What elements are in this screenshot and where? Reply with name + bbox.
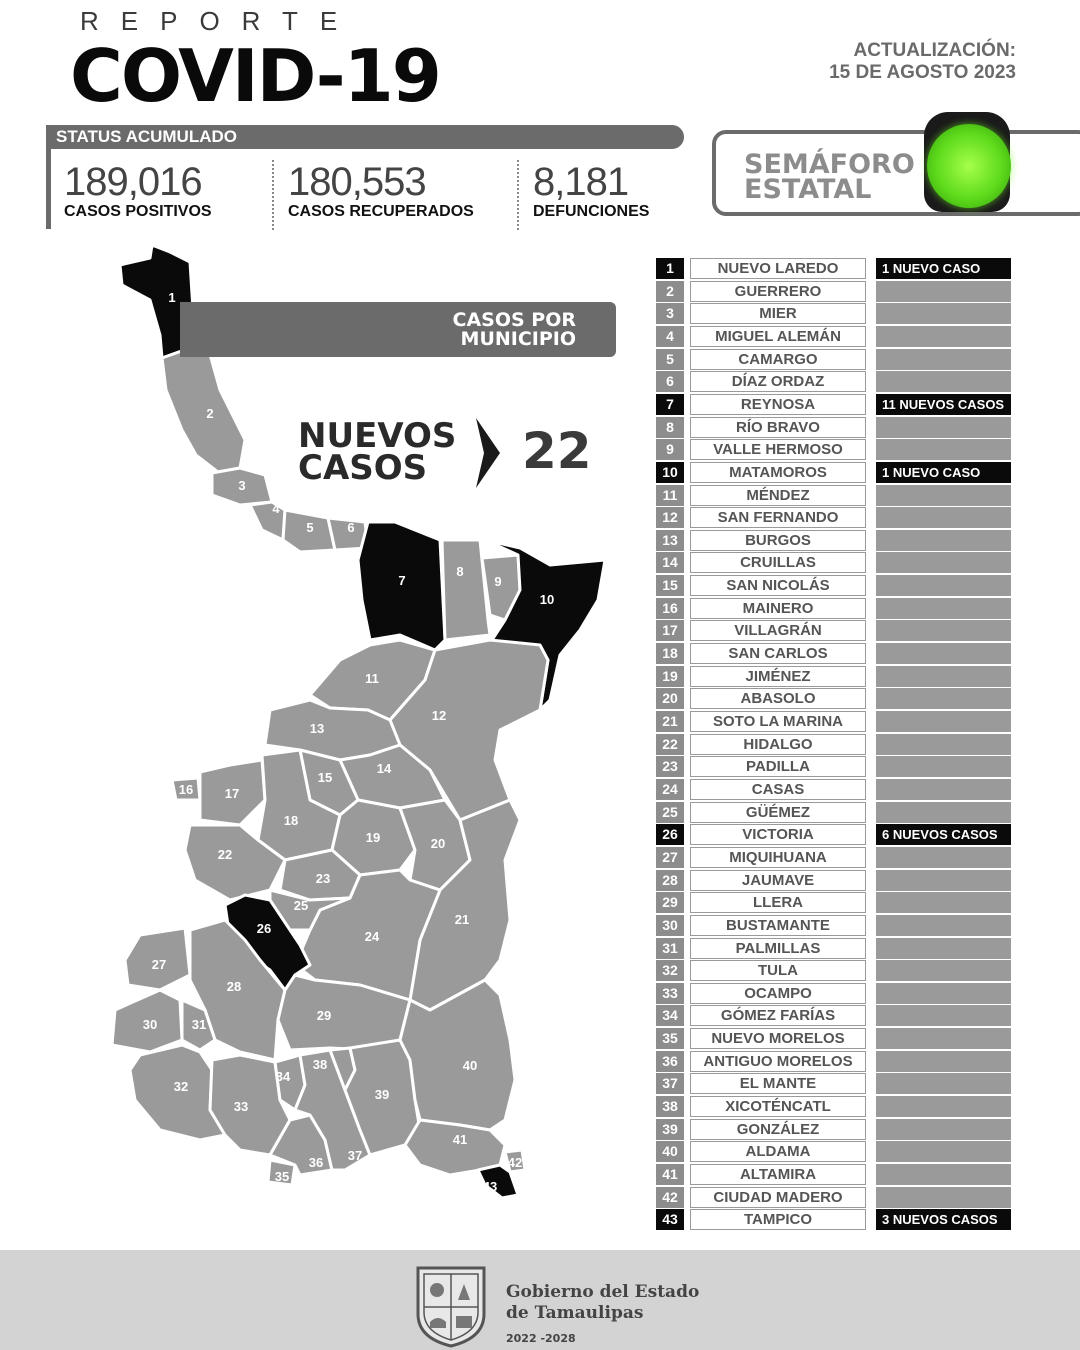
row-municipio-name: CIUDAD MADERO <box>690 1187 866 1208</box>
row-new-cases <box>876 575 1011 596</box>
row-new-cases <box>876 485 1011 506</box>
update-info <box>829 40 1016 84</box>
table-row[interactable] <box>656 1005 1016 1027</box>
stat-recuperados <box>288 160 474 221</box>
table-row[interactable] <box>656 462 1016 484</box>
table-row[interactable] <box>656 824 1016 846</box>
table-row[interactable] <box>656 575 1016 597</box>
row-number: 26 <box>656 824 684 845</box>
row-number: 28 <box>656 870 684 891</box>
table-row[interactable] <box>656 1051 1016 1073</box>
gov-logo-text <box>506 1282 699 1349</box>
row-municipio-name: MIGUEL ALEMÁN <box>690 326 866 347</box>
table-row[interactable] <box>656 711 1016 733</box>
row-new-cases <box>876 847 1011 868</box>
table-row[interactable] <box>656 688 1016 710</box>
update-label: ACTUALIZACIÓN: <box>853 40 1016 61</box>
traffic-light-green-icon <box>927 124 1011 208</box>
row-new-cases <box>876 439 1011 460</box>
row-municipio-name: DÍAZ ORDAZ <box>690 371 866 392</box>
semaforo-box <box>712 130 1080 216</box>
map-label-33: 33 <box>233 1099 249 1114</box>
gov-line2: de Tamaulipas <box>506 1303 644 1323</box>
map-label-9: 9 <box>494 574 502 589</box>
row-municipio-name: CRUILLAS <box>690 552 866 573</box>
row-new-cases <box>876 1028 1011 1049</box>
table-row[interactable] <box>656 258 1016 280</box>
row-new-cases: 11 NUEVOS CASOS <box>876 394 1011 415</box>
row-number: 15 <box>656 575 684 596</box>
map-label-43: 43 <box>482 1179 498 1194</box>
row-municipio-name: JAUMAVE <box>690 870 866 891</box>
stat-recuperados-label: CASOS RECUPERADOS <box>288 203 474 220</box>
map-label-32: 32 <box>173 1079 189 1094</box>
map-label-31: 31 <box>191 1017 207 1032</box>
table-row[interactable] <box>656 371 1016 393</box>
row-new-cases <box>876 620 1011 641</box>
row-municipio-name: VILLAGRÁN <box>690 620 866 641</box>
report-title: COVID-19 <box>70 34 440 118</box>
row-new-cases <box>876 870 1011 891</box>
map-label-17: 17 <box>224 786 240 801</box>
row-municipio-name: MAINERO <box>690 598 866 619</box>
row-number: 29 <box>656 892 684 913</box>
table-row[interactable] <box>656 666 1016 688</box>
map-label-1: 1 <box>168 290 176 305</box>
map-label-28: 28 <box>226 979 242 994</box>
table-row[interactable] <box>656 892 1016 914</box>
row-new-cases <box>876 1187 1011 1208</box>
row-number: 22 <box>656 734 684 755</box>
row-municipio-name: VALLE HERMOSO <box>690 439 866 460</box>
row-number: 1 <box>656 258 684 279</box>
semaforo-line2: ESTATAL <box>744 174 872 205</box>
row-new-cases <box>876 371 1011 392</box>
row-municipio-name: XICOTÉNCATL <box>690 1096 866 1117</box>
row-number: 42 <box>656 1187 684 1208</box>
row-number: 24 <box>656 779 684 800</box>
row-municipio-name: ANTIGUO MORELOS <box>690 1051 866 1072</box>
table-row[interactable] <box>656 281 1016 303</box>
row-new-cases: 3 NUEVOS CASOS <box>876 1209 1011 1230</box>
map-label-36: 36 <box>308 1155 324 1170</box>
row-new-cases: 1 NUEVO CASO <box>876 462 1011 483</box>
row-municipio-name: GÓMEZ FARÍAS <box>690 1005 866 1026</box>
row-municipio-name: SAN CARLOS <box>690 643 866 664</box>
table-row[interactable] <box>656 620 1016 642</box>
row-municipio-name: TAMPICO <box>690 1209 866 1230</box>
map-label-10: 10 <box>539 592 555 607</box>
row-new-cases <box>876 666 1011 687</box>
map-label-37: 37 <box>347 1148 363 1163</box>
row-new-cases <box>876 530 1011 551</box>
stat-divider <box>272 160 274 230</box>
table-row[interactable] <box>656 1141 1016 1163</box>
row-new-cases <box>876 1096 1011 1117</box>
row-new-cases <box>876 892 1011 913</box>
table-row[interactable] <box>656 439 1016 461</box>
row-municipio-name: SOTO LA MARINA <box>690 711 866 732</box>
row-new-cases <box>876 711 1011 732</box>
row-number: 40 <box>656 1141 684 1162</box>
banner-line1: CASOS POR <box>452 309 576 331</box>
row-number: 33 <box>656 983 684 1004</box>
table-row[interactable] <box>656 1028 1016 1050</box>
table-row[interactable] <box>656 915 1016 937</box>
row-new-cases <box>876 281 1011 302</box>
row-municipio-name: BUSTAMANTE <box>690 915 866 936</box>
table-row[interactable] <box>656 960 1016 982</box>
row-municipio-name: GUERRERO <box>690 281 866 302</box>
row-number: 12 <box>656 507 684 528</box>
row-municipio-name: TULA <box>690 960 866 981</box>
table-row[interactable] <box>656 349 1016 371</box>
row-municipio-name: ALTAMIRA <box>690 1164 866 1185</box>
row-new-cases <box>876 1119 1011 1140</box>
row-new-cases <box>876 983 1011 1004</box>
casos-por-municipio-banner <box>180 302 616 357</box>
row-municipio-name: MÉNDEZ <box>690 485 866 506</box>
row-new-cases: 6 NUEVOS CASOS <box>876 824 1011 845</box>
row-number: 32 <box>656 960 684 981</box>
row-municipio-name: SAN FERNANDO <box>690 507 866 528</box>
row-number: 21 <box>656 711 684 732</box>
row-new-cases <box>876 688 1011 709</box>
row-new-cases <box>876 1164 1011 1185</box>
map-label-5: 5 <box>306 520 314 535</box>
update-date: 15 DE AGOSTO 2023 <box>829 62 1016 83</box>
map-label-24: 24 <box>364 929 380 944</box>
row-municipio-name: EL MANTE <box>690 1073 866 1094</box>
map-label-23: 23 <box>315 871 331 886</box>
semaforo-line1: SEMÁFORO <box>744 149 915 180</box>
map-label-35: 35 <box>274 1169 290 1184</box>
map-label-29: 29 <box>316 1008 332 1023</box>
stat-positivos-value: 189,016 <box>64 160 202 204</box>
nuevos-line1: NUEVOS <box>298 416 457 456</box>
row-new-cases <box>876 802 1011 823</box>
map-label-20: 20 <box>430 836 446 851</box>
table-row[interactable] <box>656 1187 1016 1209</box>
map-label-25: 25 <box>293 898 309 913</box>
table-row[interactable] <box>656 938 1016 960</box>
row-new-cases <box>876 734 1011 755</box>
table-row[interactable] <box>656 394 1016 416</box>
row-number: 39 <box>656 1119 684 1140</box>
map-label-8: 8 <box>456 564 464 579</box>
map-label-15: 15 <box>317 770 333 785</box>
row-municipio-name: NUEVO MORELOS <box>690 1028 866 1049</box>
row-number: 38 <box>656 1096 684 1117</box>
stat-defunciones <box>533 160 649 221</box>
map-label-34: 34 <box>275 1069 291 1084</box>
map-region-4[interactable] <box>250 502 285 540</box>
row-municipio-name: SAN NICOLÁS <box>690 575 866 596</box>
gov-line1: Gobierno del Estado <box>506 1282 700 1302</box>
row-new-cases <box>876 326 1011 347</box>
stat-positivos <box>64 160 212 221</box>
map-label-21: 21 <box>454 912 470 927</box>
table-row[interactable] <box>656 847 1016 869</box>
row-municipio-name: GÜÉMEZ <box>690 802 866 823</box>
map-label-40: 40 <box>462 1058 478 1073</box>
row-number: 14 <box>656 552 684 573</box>
map-label-30: 30 <box>142 1017 158 1032</box>
row-number: 34 <box>656 1005 684 1026</box>
row-new-cases <box>876 1051 1011 1072</box>
table-row[interactable] <box>656 326 1016 348</box>
row-municipio-name: REYNOSA <box>690 394 866 415</box>
row-number: 31 <box>656 938 684 959</box>
map-label-6: 6 <box>347 520 355 535</box>
row-new-cases <box>876 643 1011 664</box>
row-municipio-name: ABASOLO <box>690 688 866 709</box>
row-municipio-name: MATAMOROS <box>690 462 866 483</box>
row-municipio-name: GONZÁLEZ <box>690 1119 866 1140</box>
row-municipio-name: PADILLA <box>690 756 866 777</box>
row-municipio-name: LLERA <box>690 892 866 913</box>
row-municipio-name: PALMILLAS <box>690 938 866 959</box>
row-new-cases <box>876 756 1011 777</box>
semaforo-label <box>744 149 915 205</box>
table-row[interactable] <box>656 417 1016 439</box>
map-label-11: 11 <box>365 671 379 686</box>
row-number: 30 <box>656 915 684 936</box>
row-number: 18 <box>656 643 684 664</box>
nuevos-casos-total: 22 <box>522 422 592 480</box>
map-label-19: 19 <box>365 830 381 845</box>
stat-defunciones-value: 8,181 <box>533 160 629 204</box>
chevron-right-icon <box>474 418 500 488</box>
row-new-cases <box>876 779 1011 800</box>
row-municipio-name: JIMÉNEZ <box>690 666 866 687</box>
table-row[interactable] <box>656 507 1016 529</box>
row-number: 43 <box>656 1209 684 1230</box>
stat-defunciones-label: DEFUNCIONES <box>533 203 650 220</box>
row-new-cases <box>876 552 1011 573</box>
row-municipio-name: HIDALGO <box>690 734 866 755</box>
stat-divider <box>517 160 519 230</box>
table-row[interactable] <box>656 983 1016 1005</box>
row-municipio-name: VICTORIA <box>690 824 866 845</box>
map-label-38: 38 <box>312 1057 328 1072</box>
map-region-40[interactable] <box>400 980 515 1130</box>
map-region-2[interactable] <box>162 340 245 472</box>
row-number: 36 <box>656 1051 684 1072</box>
row-number: 17 <box>656 620 684 641</box>
row-new-cases <box>876 1073 1011 1094</box>
map-label-4: 4 <box>272 501 280 516</box>
row-new-cases <box>876 915 1011 936</box>
table-row[interactable] <box>656 1096 1016 1118</box>
row-number: 19 <box>656 666 684 687</box>
row-new-cases <box>876 960 1011 981</box>
row-number: 6 <box>656 371 684 392</box>
nuevos-line2: CASOS <box>298 448 428 488</box>
row-number: 13 <box>656 530 684 551</box>
map-label-12: 12 <box>431 708 447 723</box>
row-municipio-name: ALDAMA <box>690 1141 866 1162</box>
row-number: 10 <box>656 462 684 483</box>
row-number: 4 <box>656 326 684 347</box>
row-number: 41 <box>656 1164 684 1185</box>
map-label-2: 2 <box>206 406 214 421</box>
row-new-cases <box>876 507 1011 528</box>
row-municipio-name: NUEVO LAREDO <box>690 258 866 279</box>
row-number: 11 <box>656 485 684 506</box>
table-row[interactable] <box>656 530 1016 552</box>
map-label-3: 3 <box>238 478 246 493</box>
map-label-13: 13 <box>309 721 325 736</box>
state-crest-icon <box>412 1262 490 1348</box>
row-number: 3 <box>656 303 684 324</box>
status-header: STATUS ACUMULADO <box>46 125 684 149</box>
row-new-cases <box>876 1141 1011 1162</box>
row-number: 27 <box>656 847 684 868</box>
row-new-cases <box>876 417 1011 438</box>
row-number: 7 <box>656 394 684 415</box>
table-row[interactable] <box>656 1073 1016 1095</box>
map-label-18: 18 <box>283 813 299 828</box>
map-label-16: 16 <box>178 782 194 797</box>
table-row[interactable] <box>656 779 1016 801</box>
row-municipio-name: MIER <box>690 303 866 324</box>
row-number: 23 <box>656 756 684 777</box>
row-number: 37 <box>656 1073 684 1094</box>
row-number: 8 <box>656 417 684 438</box>
gov-years: 2022 -2028 <box>506 1332 576 1345</box>
row-new-cases <box>876 349 1011 370</box>
map-label-27: 27 <box>151 957 167 972</box>
map-label-22: 22 <box>217 847 233 862</box>
map-label-7: 7 <box>398 573 406 588</box>
row-municipio-name: BURGOS <box>690 530 866 551</box>
table-row[interactable] <box>656 802 1016 824</box>
row-municipio-name: CAMARGO <box>690 349 866 370</box>
table-row[interactable] <box>656 1209 1016 1231</box>
table-row[interactable] <box>656 485 1016 507</box>
table-row[interactable] <box>656 643 1016 665</box>
row-new-cases: 1 NUEVO CASO <box>876 258 1011 279</box>
row-number: 25 <box>656 802 684 823</box>
row-municipio-name: MIQUIHUANA <box>690 847 866 868</box>
row-new-cases <box>876 938 1011 959</box>
banner-line2: MUNICIPIO <box>460 328 576 350</box>
nuevos-casos-label <box>298 416 457 488</box>
reporte-label: REPORTE <box>80 6 360 36</box>
tamaulipas-map <box>100 240 620 1210</box>
row-new-cases <box>876 1005 1011 1026</box>
table-row[interactable] <box>656 552 1016 574</box>
row-municipio-name: OCAMPO <box>690 983 866 1004</box>
table-row[interactable] <box>656 1164 1016 1186</box>
map-label-41: 41 <box>452 1132 468 1147</box>
row-new-cases <box>876 303 1011 324</box>
row-number: 2 <box>656 281 684 302</box>
map-label-42: 42 <box>507 1155 523 1170</box>
row-number: 5 <box>656 349 684 370</box>
row-municipio-name: RÍO BRAVO <box>690 417 866 438</box>
table-row[interactable] <box>656 734 1016 756</box>
stat-positivos-label: CASOS POSITIVOS <box>64 203 212 220</box>
row-new-cases <box>876 598 1011 619</box>
map-label-39: 39 <box>374 1087 390 1102</box>
table-row[interactable] <box>656 598 1016 620</box>
row-number: 35 <box>656 1028 684 1049</box>
map-label-26: 26 <box>256 921 272 936</box>
map-label-14: 14 <box>376 761 392 776</box>
map-region-8[interactable] <box>442 540 490 640</box>
stat-recuperados-value: 180,553 <box>288 160 426 204</box>
table-row[interactable] <box>656 756 1016 778</box>
table-row[interactable] <box>656 870 1016 892</box>
row-number: 20 <box>656 688 684 709</box>
row-number: 9 <box>656 439 684 460</box>
row-municipio-name: CASAS <box>690 779 866 800</box>
table-row[interactable] <box>656 303 1016 325</box>
row-number: 16 <box>656 598 684 619</box>
table-row[interactable] <box>656 1119 1016 1141</box>
